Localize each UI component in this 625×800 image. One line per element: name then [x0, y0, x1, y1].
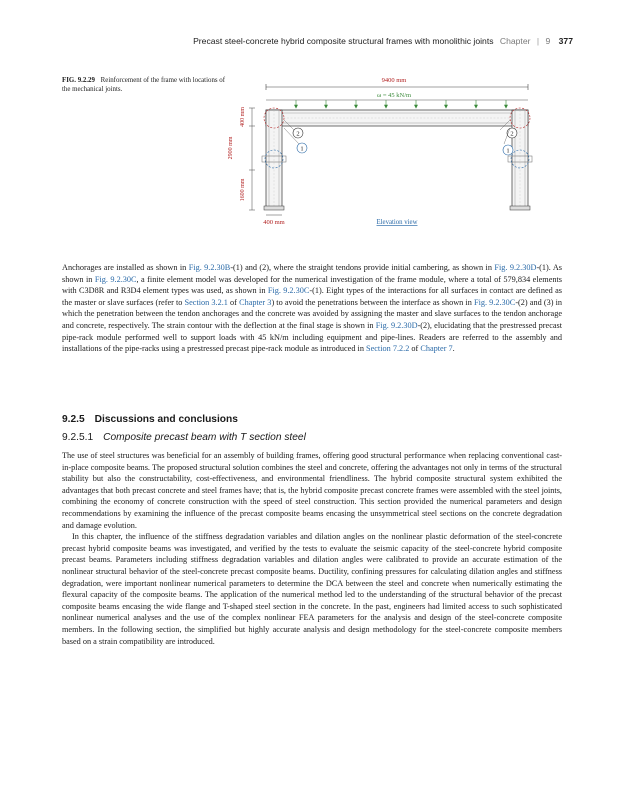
dim-column-height: 2900 mm: [228, 136, 234, 160]
svg-text:1: 1: [300, 145, 304, 153]
frame-elevation-drawing: [222, 70, 574, 232]
figure-caption: [62, 76, 227, 94]
frame-beam: [266, 110, 528, 126]
dim-lower: 1600 mm: [240, 178, 246, 202]
section-number: 9.2.5: [62, 414, 85, 425]
discussion-body: [62, 450, 562, 647]
xref-fig-9-2-30c[interactable]: Fig. 9.2.30C: [473, 297, 516, 307]
xref-fig-9-2-30b[interactable]: Fig. 9.2.30B: [188, 263, 231, 272]
header-separator: |: [536, 36, 540, 46]
dim-column-width: 400 mm: [263, 219, 285, 226]
load-arrows: [295, 100, 508, 108]
page-number: 377: [558, 36, 573, 46]
figure-label: FIG. 9.2.29: [62, 77, 95, 84]
xref-section-3-2-1[interactable]: Section 3.2.1: [184, 297, 228, 307]
section-heading: [62, 414, 238, 425]
load-label: ω = 45 kN/m: [376, 92, 412, 99]
vertical-dimensions: [249, 108, 255, 210]
header-chapter-number: 9: [545, 36, 551, 46]
xref-fig-9-2-30c[interactable]: Fig. 9.2.30C: [267, 286, 310, 296]
dim-beam-depth: 400 mm: [240, 107, 246, 127]
xref-section-7-2-2[interactable]: Section 7.2.2: [366, 344, 410, 354]
svg-text:2: 2: [510, 130, 514, 138]
elevation-view-label: Elevation view: [376, 219, 418, 226]
xref-chapter-3[interactable]: Chapter 3: [239, 297, 272, 307]
figure-caption-text: Reinforcement of the frame with locations of the mechanical joints.: [62, 77, 226, 93]
xref-fig-9-2-30c[interactable]: Fig. 9.2.30C: [94, 274, 137, 284]
xref-fig-9-2-30d[interactable]: Fig. 9.2.30D: [494, 263, 537, 272]
svg-text:1: 1: [506, 147, 510, 155]
frame-elevation-figure: [222, 70, 574, 232]
paragraph-steel-structures: The use of steel structures was beneficial for an assembly of building frames, offering good structural performance when replacing conventional cast-in-place composite beams. The proposed structural solution combines the steel and concrete, offering the advantages not only in terms of the structural stability but also the constructability, cost-effectiveness, and environmental friendliness. The hybrid composite structural system exhibited the advantages that both precast concrete and steel frames have; that is, the hybrid composite precast concrete frames were assembled with the steel joints, combining the economy of concrete construction with the speed of steel construction. This section provided the numerical parameters and design recommendations by examining the influence of the precast composite beams encasing the unsymmetrical steel sections on the concrete degradation and damage evolution.: [62, 451, 562, 530]
running-header: [193, 36, 573, 46]
xref-fig-9-2-30d[interactable]: Fig. 9.2.30D: [375, 320, 418, 330]
subsection-number: 9.2.5.1: [62, 432, 94, 443]
section-title: Discussions and conclusions: [94, 414, 238, 425]
xref-chapter-7[interactable]: Chapter 7: [420, 344, 453, 354]
paragraph-anchorages: Anchorages are installed as shown in Fig. 9.2.30B-(1) and (2), where the straight tendons provide initial cambering, as shown in Fig. 9.2.30D-(1). As shown in Fig. 9.2.30C, a finite element model was developed for the numerical investigation of the frame module, where a total of 579,834 elements with C3D8R and R3D4 element types was used, as shown in Fig. 9.2.30C-(1). Eight types of the interactions for all surfaces in contact are defined as the master or slave surfaces (refer to Section 3.2.1 of Chapter 3) to avoid the penetrations between the interface as shown in Fig. 9.2.30C-(2) and (3) in which the penetration between the tendon anchorages and the concrete was avoided by assigning the master and slave surfaces to the tendon anchorage and concrete, respectively. The strain contour with the deflection at the final stage is shown in Fig. 9.2.30D-(2), elucidating that the prestressed precast pipe-rack module performed well to support loads with 45 kN/m including equipment and pipe-lines. Readers are referred to the assembly and installations of the pipe-racks using a prestressed precast pipe-rack module as introduced in Section 7.2.2 of Chapter 7.: [62, 263, 563, 354]
header-title: Precast steel-concrete hybrid composite structural frames with monolithic joints: [193, 36, 494, 46]
header-chapter-label: Chapter: [499, 36, 531, 46]
span-label: 9400 mm: [381, 77, 407, 84]
paragraph-chapter-summary: In this chapter, the influence of the stiffness degradation variables and dilation angles on the nonlinear plastic deformation of the steel-concrete precast hybrid composite beams was investigated, and verified by the tests to evaluate the seismic capacity of the steel-concrete hybrid composite precast beams. Parameters including stiffness degradation variables and dilation angles were calibrated to provide an accurate estimation of the nonlinear structural behavior of the steel-concrete precast composite beams. Ductility, confining pressures for calculating dilation angles and stiffness degradation, were important nonlinear numerical parameters to determine the DCA between the steel and concrete when numerically estimating the flexural capacity of the composite beams. The application of the numerical method led to the understanding of the structural behavior of the precast composite beams encasing the wide flange and T-shaped steel section in the concrete. In the past, engineers had limited access to such sophisticated nonlinear numerical analyses and the use of the complex nonlinear FEA parameters for the analysis and design of the steel-concrete composite members. In the following section, the simplified but highly accurate analysis and design methodology for the steel-concrete composite members based on a strain compatibility are introduced.: [62, 532, 562, 646]
subsection-title: Composite precast beam with T section steel: [103, 432, 306, 443]
subsection-heading: [62, 432, 306, 443]
svg-text:2: 2: [296, 130, 300, 138]
